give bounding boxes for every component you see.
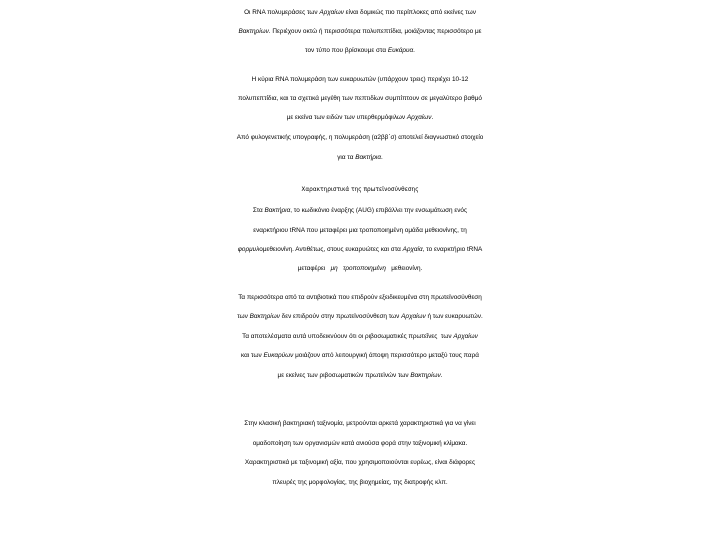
- text-run: ή των ευκαρυωτών.: [425, 313, 483, 320]
- italic-term: Βακτήρια: [355, 154, 381, 161]
- paragraph2-line6: [0, 307, 720, 326]
- text-run: και των: [241, 352, 264, 359]
- text-run: των: [237, 313, 250, 320]
- text-run: .: [413, 47, 415, 54]
- paragraph2-line4: [0, 259, 720, 278]
- text-run: , το εναρκτήριο tRNA: [422, 246, 483, 253]
- text-run: .: [431, 114, 434, 121]
- italic-term: μη τροποποιημένη: [330, 265, 386, 272]
- text-run: Τα αποτελέσματα αυτά υποδεικνύουν ότι οι ριβοσωματικές πρωτεΐνες των: [242, 333, 454, 340]
- italic-term: Ευκάρυα: [387, 47, 414, 54]
- text-run: .: [440, 372, 443, 379]
- text-run: για τα: [337, 154, 356, 161]
- text-run: Στα: [252, 207, 265, 214]
- italic-term: Βακτηρίων: [238, 28, 269, 35]
- text-run: μεταφέρει: [297, 265, 331, 272]
- italic-term: Βακτηρίων: [410, 372, 441, 379]
- paragraph1-line8: [0, 148, 720, 167]
- paragraph3-line1: [0, 414, 720, 433]
- paragraph2-line5: [0, 288, 720, 307]
- text-run: με εκείνα των ειδών των υπερθερμόφιλων: [286, 114, 407, 121]
- text-run: Τα περισσότερα από τα αντιβιοτικά που επιδρούν εξειδικευμένα στη πρωτεϊνοσύνθεση: [238, 294, 482, 301]
- paragraph1-line3: [0, 41, 720, 60]
- text-run: Χαρακτηριστικά με ταξινομική αξία, που χρησιμοποιούνται ευρέως, είναι διάφορες: [244, 459, 476, 466]
- paragraph3-line3: [0, 453, 720, 472]
- italic-term: Αρχαία: [402, 246, 423, 253]
- paragraph1-line6: [0, 108, 720, 127]
- italic-term: Αρχαίων: [406, 114, 432, 121]
- paragraph1-line2: [0, 22, 720, 41]
- text-run: μοιάζουν από λειτουργική άποψη περισσότερο μεταξύ τους παρά: [293, 352, 479, 359]
- text-run: με εκείνες των ριβοσωματικών πρωτεϊνών των: [277, 372, 411, 379]
- italic-term: Ευκαρύων: [263, 352, 294, 359]
- text-run: ομεθειονίνη. Αντιθέτως, στους ευκαρυώτες και στα: [259, 246, 403, 253]
- italic-term: Βακτήρια: [264, 207, 291, 214]
- paragraph2-line2: [0, 221, 720, 240]
- text-run: . Περιέχουν οκτώ ή περισσότερα πολυπεπτίδια, μοιάζοντας περισσότερο με: [268, 28, 482, 35]
- text-run: δεν επιδρούν στην πρωτεϊνοσύνθεση των: [279, 313, 402, 320]
- italic-term: Αρχαίων: [453, 333, 478, 340]
- italic-term: Αρχαίων: [319, 9, 344, 16]
- text-run: Από φυλογενετικής υπογραφής, η πολυμεράση (α2ββ΄σ) αποτελεί διαγνωστικό στοιχείο: [236, 134, 484, 141]
- paragraph2-line3: [0, 240, 720, 259]
- italic-term: Αρχαίων: [401, 313, 426, 320]
- text-run: είναι δομικώς πιο περίπλοκες από εκείνες των: [343, 9, 476, 16]
- text-run: τον τύπο που βρίσκουμε στα: [305, 47, 388, 54]
- paragraph3-line4: [0, 473, 720, 492]
- text-run: , το κωδικόνιο έναρξης (AUG) επιβάλλει την ενσωμάτωση ενός: [290, 207, 468, 214]
- text-run: .: [380, 154, 383, 161]
- paragraph3-line2: [0, 434, 720, 453]
- text-run: Οι RNA πολυμεράσες των: [244, 9, 320, 16]
- text-run: μεθειονίνη.: [385, 265, 423, 272]
- text-run: εναρκτήριου tRNA που μεταφέρει μια τροποποιημένη ομάδα μεθειονίνης, τη: [253, 227, 467, 234]
- text-run: Στην κλασική βακτηριακή ταξινομία, μετρούνται αρκετά χαρακτηριστικά για να γίνει: [244, 420, 476, 427]
- paragraph2-line8: [0, 346, 720, 365]
- text-run: πλευρές της μορφολογίας, της βιοχημείας, της διατροφής κλπ.: [272, 479, 448, 486]
- text-run: ομαδοποίηση των οργανισμών κατά ανιούσα φορά στην ταξινομική κλίμακα.: [252, 440, 468, 447]
- text-run: πολυπεπτίδια, και τα σχετικά μεγέθη των πεπτιδίων συμπίπτουν σε μεγαλύτερο βαθμό: [238, 95, 482, 102]
- paragraph1-line5: [0, 89, 720, 108]
- section-heading: [0, 181, 720, 200]
- paragraph1-line1: [0, 3, 720, 22]
- paragraph2-line1: [0, 201, 720, 220]
- paragraph1-line7: [0, 128, 720, 147]
- italic-term: Βακτηρίων: [249, 313, 280, 320]
- paragraph2-line9: [0, 366, 720, 385]
- text-run: Η κύρια RNA πολυμεράση των ευκαρυωτών (υπάρχουν τρεις) περιέχει 10-12: [251, 76, 469, 83]
- paragraph2-line7: [0, 327, 720, 346]
- heading-text: Χαρακτηριστικά της πρωτεϊνοσύνθεσης: [301, 187, 419, 193]
- italic-term: φορμυλ: [237, 246, 260, 253]
- paragraph1-line4: [0, 70, 720, 89]
